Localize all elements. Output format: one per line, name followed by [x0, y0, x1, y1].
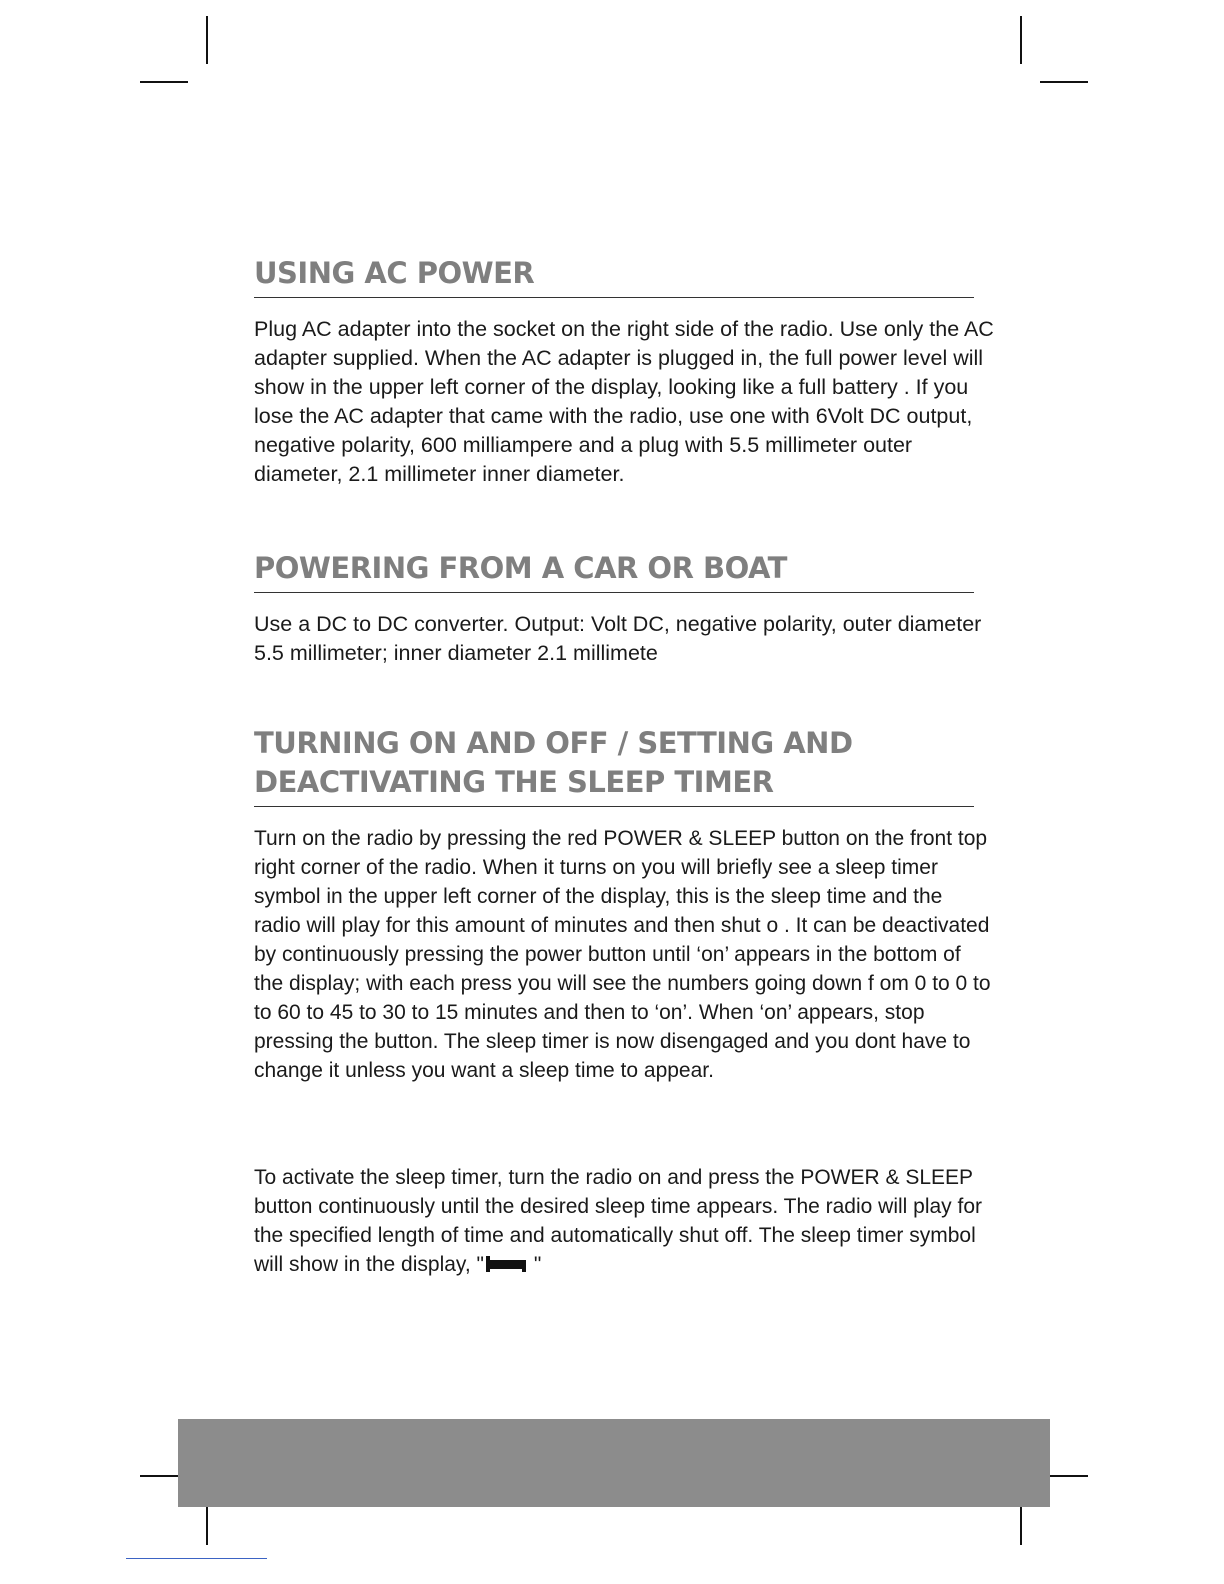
heading-car-boat: POWERING FROM A CAR OR BOAT — [254, 549, 974, 593]
paragraph-sleep-timer-on-off: Turn on the radio by pressing the red POWER & SLEEP button on the front top right corner of the radio. When it turns on you will briefly see a sleep timer symbol in the upper left corner of the display, this is the sleep time and the radio will play for this amount of minutes and then shut o . It can be deactivated by continuously pressing the power button until ‘on’ appears in the bottom of the display; with each press you will see the numbers going down f om 0 to 0 to to 60 to 45 to 30 to 15 minutes and then to ‘on’. When ‘on’ appears, stop pressing the button. The sleep timer is now disengaged and you dont have to change it unless you want a sleep time to appear. — [254, 827, 991, 1082]
heading-sleep-timer: TURNING ON AND OFF / SETTING AND DEACTIVATING THE SLEEP TIMER — [254, 724, 974, 807]
section-ac-power — [254, 254, 994, 489]
crop-mark-top-left-vertical — [206, 16, 208, 64]
paragraph-ac-power: Plug AC adapter into the socket on the right side of the radio. Use only the AC adapter supplied. When the AC adapter is plugged in, the full power level will show in the upper left corner of the display, looking like a full battery . If you lose the AC adapter that came with the radio, use one with 6Volt DC output, negative polarity, 600 milliampere and a plug with 5.5 millimeter outer diameter, 2.1 millimeter inner diameter. — [254, 317, 994, 486]
paragraph-activate-end: " — [528, 1253, 542, 1276]
page-content — [254, 254, 994, 1279]
section-sleep-timer — [254, 724, 994, 1279]
heading-ac-power: USING AC POWER — [254, 254, 974, 298]
crop-mark-top-right-horizontal — [1040, 81, 1088, 83]
crop-mark-top-right-vertical — [1020, 16, 1022, 64]
crop-mark-top-left-horizontal — [140, 81, 188, 83]
link-underline — [126, 1558, 267, 1559]
footer-bar — [178, 1419, 1050, 1507]
paragraph-activate-text: To activate the sleep timer, turn the radio on and press the POWER & SLEEP button continuously until the desired sleep time appears. The radio will play for the specified length of time and automatically shut off. The sleep timer symbol will show in the display, " — [254, 1166, 983, 1276]
section-car-boat — [254, 549, 994, 668]
bed-icon — [486, 1258, 526, 1272]
paragraph-activate-sleep-timer — [254, 1163, 994, 1279]
paragraph-car-boat: Use a DC to DC converter. Output: Volt DC, negative polarity, outer diameter 5.5 millimeter; inner diameter 2.1 millimete — [254, 612, 982, 665]
